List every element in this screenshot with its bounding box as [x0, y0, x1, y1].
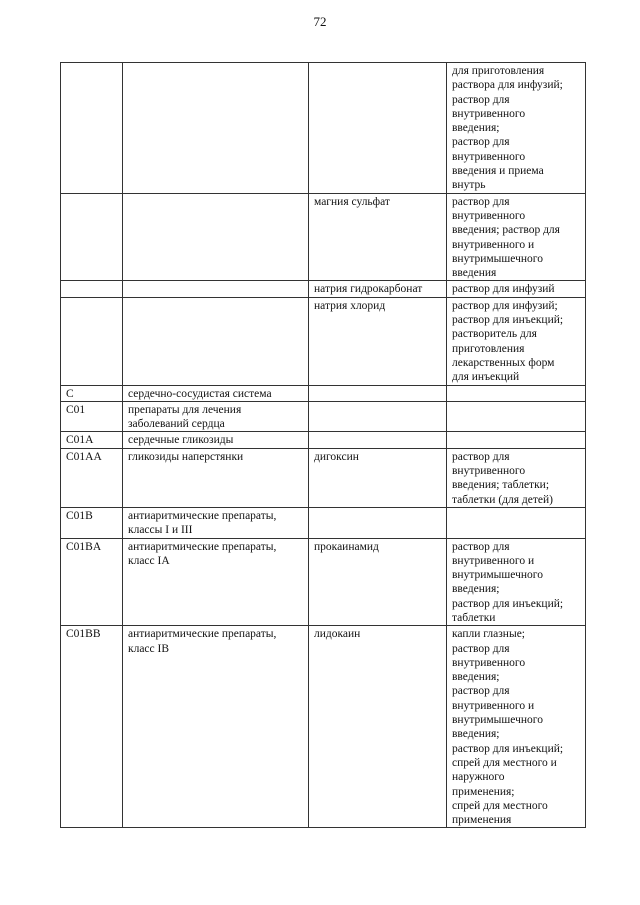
- cell-text-line: введения;: [452, 583, 500, 596]
- atc-code-cell: [61, 401, 123, 432]
- atc-code-cell: [61, 448, 123, 507]
- cell-text-line: сердечно-сосудистая система: [128, 387, 272, 400]
- cell-text-line: введения; таблетки;: [452, 479, 550, 492]
- cell-text-line: внутривенного и: [452, 554, 535, 567]
- cell-text-line: для инъекций: [452, 371, 520, 384]
- cell-text-line: внутривенного: [452, 656, 526, 669]
- dosage-forms-cell: [447, 281, 586, 297]
- cell-text-line: антиаритмические препараты,: [128, 509, 277, 522]
- cell-text-line: капли глазные;: [452, 628, 525, 641]
- atc-code: C01BA: [66, 540, 102, 553]
- cell-text-line: раствора для инфузий;: [452, 79, 563, 92]
- cell-text-line: раствор для: [452, 642, 510, 655]
- table-row: [61, 297, 586, 385]
- cell-text-line: натрия хлорид: [314, 299, 386, 312]
- cell-text-line: лекарственных форм: [452, 356, 555, 369]
- atc-code-cell: [61, 63, 123, 194]
- group-name-cell: [123, 432, 309, 448]
- atc-code-cell: [61, 193, 123, 281]
- group-name-cell: [123, 63, 309, 194]
- drug-table: [60, 62, 586, 828]
- group-name-cell: [123, 507, 309, 538]
- cell-text-line: внутримышечного: [452, 569, 543, 582]
- atc-code: C01B: [66, 509, 93, 522]
- drug-name-cell: [309, 538, 447, 626]
- cell-text-line: введения;: [452, 728, 500, 741]
- atc-code-cell: [61, 626, 123, 828]
- group-name-cell: [123, 626, 309, 828]
- atc-code-cell: [61, 385, 123, 401]
- cell-text-line: введения;: [452, 122, 500, 135]
- dosage-forms-cell: [447, 193, 586, 281]
- dosage-forms-cell: [447, 626, 586, 828]
- dosage-forms-cell: [447, 507, 586, 538]
- cell-text-line: внутривенного и: [452, 699, 535, 712]
- cell-text-line: внутривенного: [452, 107, 526, 120]
- cell-text-line: таблетки (для детей): [452, 493, 553, 506]
- drug-name-cell: [309, 281, 447, 297]
- cell-text-line: сердечные гликозиды: [128, 434, 234, 447]
- cell-text-line: внутрь: [452, 179, 486, 192]
- table-row: [61, 401, 586, 432]
- cell-text-line: спрей для местного: [452, 799, 548, 812]
- group-name-cell: [123, 538, 309, 626]
- group-name-cell: [123, 297, 309, 385]
- group-name-cell: [123, 193, 309, 281]
- cell-text-line: внутривенного и: [452, 238, 535, 251]
- cell-text-line: раствор для: [452, 450, 510, 463]
- drug-name-cell: [309, 63, 447, 194]
- drug-name-cell: [309, 432, 447, 448]
- drug-name-cell: [309, 626, 447, 828]
- cell-text-line: препараты для лечения: [128, 403, 242, 416]
- group-name-cell: [123, 281, 309, 297]
- table-row: [61, 448, 586, 507]
- dosage-forms-cell: [447, 401, 586, 432]
- cell-text-line: применения;: [452, 785, 515, 798]
- dosage-forms-cell: [447, 538, 586, 626]
- cell-text-line: раствор для: [452, 93, 510, 106]
- cell-text-line: применения: [452, 814, 512, 827]
- cell-text-line: раствор для инъекций;: [452, 314, 564, 327]
- dosage-forms-cell: [447, 448, 586, 507]
- atc-code-cell: [61, 507, 123, 538]
- atc-code-cell: [61, 538, 123, 626]
- cell-text-line: класс IB: [128, 642, 170, 655]
- cell-text-line: спрей для местного и: [452, 756, 557, 769]
- cell-text-line: внутривенного: [452, 209, 526, 222]
- atc-code-cell: [61, 432, 123, 448]
- drug-name-cell: [309, 448, 447, 507]
- cell-text-line: лидокаин: [314, 628, 361, 641]
- cell-text-line: классы I и III: [128, 524, 193, 537]
- cell-text-line: дигоксин: [314, 450, 359, 463]
- atc-code-cell: [61, 297, 123, 385]
- cell-text-line: класс IA: [128, 554, 170, 567]
- cell-text-line: таблетки: [452, 611, 496, 624]
- dosage-forms-cell: [447, 432, 586, 448]
- cell-text-line: раствор для инфузий: [452, 283, 555, 296]
- drug-name-cell: [309, 193, 447, 281]
- cell-text-line: раствор для: [452, 685, 510, 698]
- atc-code: C01BB: [66, 628, 101, 641]
- table-row: [61, 626, 586, 828]
- cell-text-line: введения: [452, 267, 497, 280]
- cell-text-line: внутривенного: [452, 465, 526, 478]
- table-row: [61, 538, 586, 626]
- cell-text-line: магния сульфат: [314, 195, 390, 208]
- drug-table-body: [61, 63, 586, 828]
- atc-code: C01A: [66, 434, 94, 447]
- group-name-cell: [123, 401, 309, 432]
- cell-text-line: наружного: [452, 771, 505, 784]
- group-name-cell: [123, 448, 309, 507]
- atc-code: C: [66, 387, 74, 400]
- cell-text-line: введения; раствор для: [452, 224, 560, 237]
- table-row: [61, 385, 586, 401]
- cell-text-line: внутримышечного: [452, 714, 543, 727]
- table-row: [61, 432, 586, 448]
- cell-text-line: антиаритмические препараты,: [128, 628, 277, 641]
- cell-text-line: раствор для инфузий;: [452, 299, 558, 312]
- cell-text-line: гликозиды наперстянки: [128, 450, 244, 463]
- cell-text-line: для приготовления: [452, 65, 545, 77]
- atc-code: C01AA: [66, 450, 102, 463]
- cell-text-line: растворитель для: [452, 328, 537, 341]
- table-row: [61, 507, 586, 538]
- drug-name-cell: [309, 297, 447, 385]
- atc-code-cell: [61, 281, 123, 297]
- cell-text-line: раствор для: [452, 195, 510, 208]
- cell-text-line: введения и приема: [452, 165, 544, 178]
- dosage-forms-cell: [447, 385, 586, 401]
- group-name-cell: [123, 385, 309, 401]
- cell-text-line: раствор для: [452, 540, 510, 553]
- table-row: [61, 281, 586, 297]
- page-number: 72: [313, 14, 327, 29]
- cell-text-line: раствор для инъекций;: [452, 742, 564, 755]
- cell-text-line: внутривенного: [452, 150, 526, 163]
- atc-code: C01: [66, 403, 86, 416]
- cell-text-line: введения;: [452, 671, 500, 684]
- cell-text-line: раствор для инъекций;: [452, 597, 564, 610]
- cell-text-line: внутримышечного: [452, 252, 543, 265]
- cell-text-line: антиаритмические препараты,: [128, 540, 277, 553]
- dosage-forms-cell: [447, 297, 586, 385]
- drug-name-cell: [309, 401, 447, 432]
- cell-text-line: приготовления: [452, 342, 525, 355]
- cell-text-line: заболеваний сердца: [128, 418, 225, 431]
- dosage-forms-cell: [447, 63, 586, 194]
- cell-text-line: раствор для: [452, 136, 510, 149]
- cell-text-line: прокаинамид: [314, 540, 379, 553]
- table-row: [61, 193, 586, 281]
- drug-name-cell: [309, 507, 447, 538]
- drug-name-cell: [309, 385, 447, 401]
- cell-text-line: натрия гидрокарбонат: [314, 283, 423, 296]
- table-row: [61, 63, 586, 194]
